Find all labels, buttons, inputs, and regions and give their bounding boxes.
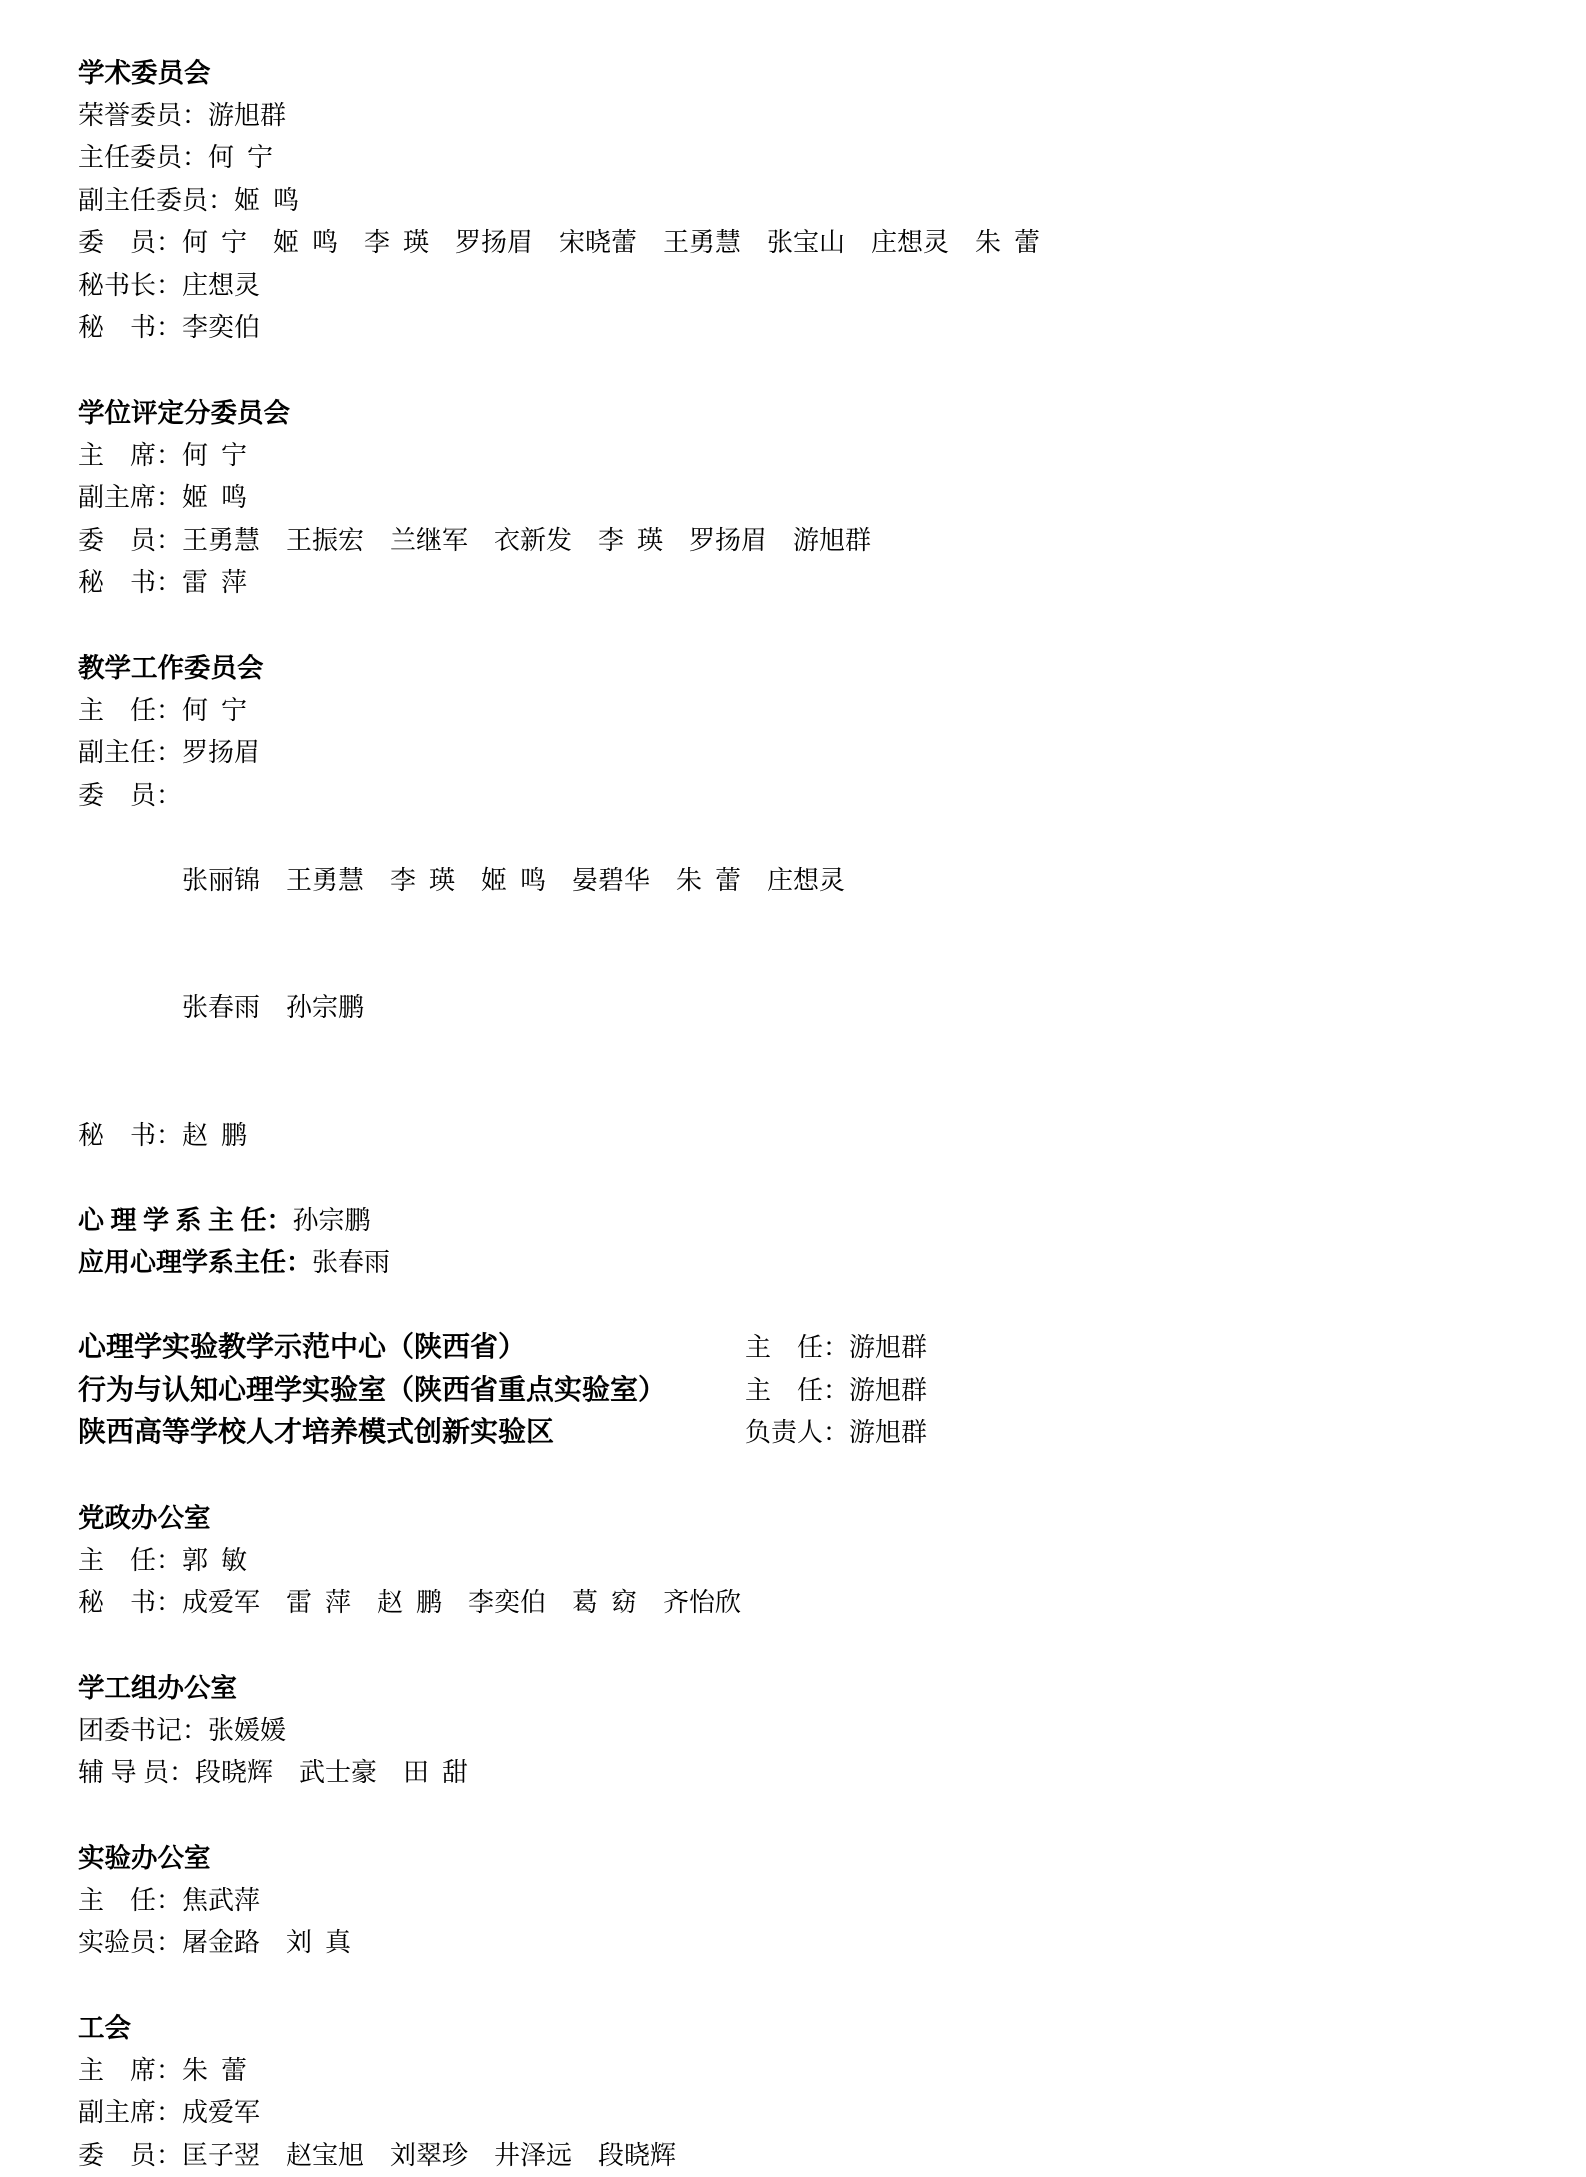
role-label: 秘 书：: [78, 562, 182, 605]
roster-row: [78, 1880, 1526, 1923]
section-title: 教学工作委员会: [78, 647, 1526, 690]
member-names: 焦武萍: [182, 1880, 260, 1923]
member-names: 何 宁: [182, 690, 247, 733]
member-names: 雷 萍: [182, 562, 247, 605]
roster-row: [78, 1710, 1526, 1753]
role-label: 辅 导 员：: [78, 1752, 195, 1795]
member-names: 何 宁 姬 鸣 李 瑛 罗扬眉 宋晓蕾 王勇慧 张宝山 庄想灵 朱 蕾: [182, 222, 1040, 265]
member-names: 赵 鹏: [182, 1115, 247, 1158]
lab-title: 心理学实验教学示范中心（陕西省）: [78, 1327, 745, 1370]
lab-row: [78, 1327, 1526, 1370]
role-label: 秘 书：: [78, 1115, 182, 1158]
roster-row: [78, 690, 1526, 733]
roster-row: [78, 2050, 1526, 2093]
role-label: 副主任委员：: [78, 180, 234, 223]
role-label: 委 员：: [78, 222, 182, 265]
roster-row: [78, 520, 1526, 563]
roster-row: [78, 1200, 1526, 1243]
member-names: 游旭群: [208, 95, 286, 138]
member-names: 成爱军 雷 萍 赵 鹏 李奕伯 葛 窈 齐怡欣: [182, 1582, 741, 1625]
roster-row: [78, 1752, 1526, 1795]
section-title: 学工组办公室: [78, 1667, 1526, 1710]
section-labor-union: [78, 2007, 1526, 2177]
lab-director-name: 游旭群: [849, 1412, 927, 1455]
member-names-line: 张丽锦 王勇慧 李 瑛 姬 鸣 晏碧华 朱 蕾 庄想灵: [182, 860, 845, 903]
section-title: 工会: [78, 2007, 1526, 2050]
role-label: 主 席：: [78, 2050, 182, 2093]
role-label: 荣誉委员：: [78, 95, 208, 138]
member-names: 张媛媛: [208, 1710, 286, 1753]
member-names: 郭 敏: [182, 1540, 247, 1583]
roster-row: [78, 1242, 1526, 1285]
role-label: 副主席：: [78, 2092, 182, 2135]
role-label: 团委书记：: [78, 1710, 208, 1753]
roster-row: [78, 1115, 1526, 1158]
roster-row: [78, 265, 1526, 308]
role-label: 实验员：: [78, 1922, 182, 1965]
member-names: 匡子翌 赵宝旭 刘翠珍 井泽远 段晓辉: [182, 2135, 676, 2177]
role-label: 副主任：: [78, 732, 182, 775]
role-label: 秘 书：: [78, 1582, 182, 1625]
section-teaching-committee: [78, 647, 1526, 1157]
lab-row: [78, 1412, 1526, 1455]
member-names: 张春雨: [312, 1242, 390, 1285]
member-names: 姬 鸣: [182, 477, 247, 520]
lab-title: 陕西高等学校人才培养模式创新实验区: [78, 1412, 745, 1455]
member-names: 姬 鸣: [234, 180, 299, 223]
role-label: 秘书长：: [78, 265, 182, 308]
roster-row: [78, 1540, 1526, 1583]
role-label: 主 任：: [78, 690, 182, 733]
section-title: 实验办公室: [78, 1837, 1526, 1880]
roster-row: [78, 775, 1526, 1115]
lab-role-label: 负责人：: [745, 1412, 849, 1455]
member-names: 段晓辉 武士豪 田 甜: [195, 1752, 468, 1795]
member-names: 罗扬眉: [182, 732, 260, 775]
role-label: 秘 书：: [78, 307, 182, 350]
roster-row: [78, 435, 1526, 478]
lab-row: [78, 1370, 1526, 1413]
member-names: 孙宗鹏: [293, 1200, 371, 1243]
section-title: 学位评定分委员会: [78, 392, 1526, 435]
role-label: 副主席：: [78, 477, 182, 520]
section-party-admin-office: [78, 1497, 1526, 1625]
role-label: 委 员：: [78, 2135, 182, 2177]
section-lab-office: [78, 1837, 1526, 1965]
section-title: 学术委员会: [78, 52, 1526, 95]
role-label: 应用心理学系主任：: [78, 1242, 312, 1285]
section-title: 党政办公室: [78, 1497, 1526, 1540]
role-label: 委 员：: [78, 520, 182, 563]
role-label: 主 任：: [78, 1540, 182, 1583]
roster-row: [78, 1582, 1526, 1625]
member-names: [182, 775, 845, 1115]
lab-director-name: 游旭群: [849, 1370, 927, 1413]
member-names: 王勇慧 王振宏 兰继军 衣新发 李 瑛 罗扬眉 游旭群: [182, 520, 871, 563]
roster-row: [78, 2135, 1526, 2177]
role-label: 心 理 学 系 主 任：: [78, 1200, 293, 1243]
role-label: 主任委员：: [78, 137, 208, 180]
labs-list: [78, 1327, 1526, 1455]
member-names: 庄想灵: [182, 265, 260, 308]
member-names: 朱 蕾: [182, 2050, 247, 2093]
roster-row: [78, 222, 1526, 265]
roster-row: [78, 2092, 1526, 2135]
department-heads: [78, 1200, 1526, 1285]
role-label: 委 员：: [78, 775, 182, 818]
section-degree-subcommittee: [78, 392, 1526, 605]
role-label: 主 席：: [78, 435, 182, 478]
roster-row: [78, 95, 1526, 138]
member-names-line: 张春雨 孙宗鹏: [182, 987, 845, 1030]
member-names: 屠金路 刘 真: [182, 1922, 351, 1965]
roster-row: [78, 137, 1526, 180]
role-label: 主 任：: [78, 1880, 182, 1923]
lab-title: 行为与认知心理学实验室（陕西省重点实验室）: [78, 1370, 745, 1413]
roster-row: [78, 732, 1526, 775]
roster-row: [78, 562, 1526, 605]
section-student-affairs-office: [78, 1667, 1526, 1795]
lab-role-label: 主 任：: [745, 1370, 849, 1413]
member-names: 何 宁: [182, 435, 247, 478]
roster-row: [78, 180, 1526, 223]
lab-role-label: 主 任：: [745, 1327, 849, 1370]
section-academic-committee: [78, 52, 1526, 350]
roster-row: [78, 307, 1526, 350]
member-names: 成爱军: [182, 2092, 260, 2135]
lab-director-name: 游旭群: [849, 1327, 927, 1370]
member-names: 李奕伯: [182, 307, 260, 350]
roster-row: [78, 477, 1526, 520]
member-names: 何 宁: [208, 137, 273, 180]
roster-row: [78, 1922, 1526, 1965]
